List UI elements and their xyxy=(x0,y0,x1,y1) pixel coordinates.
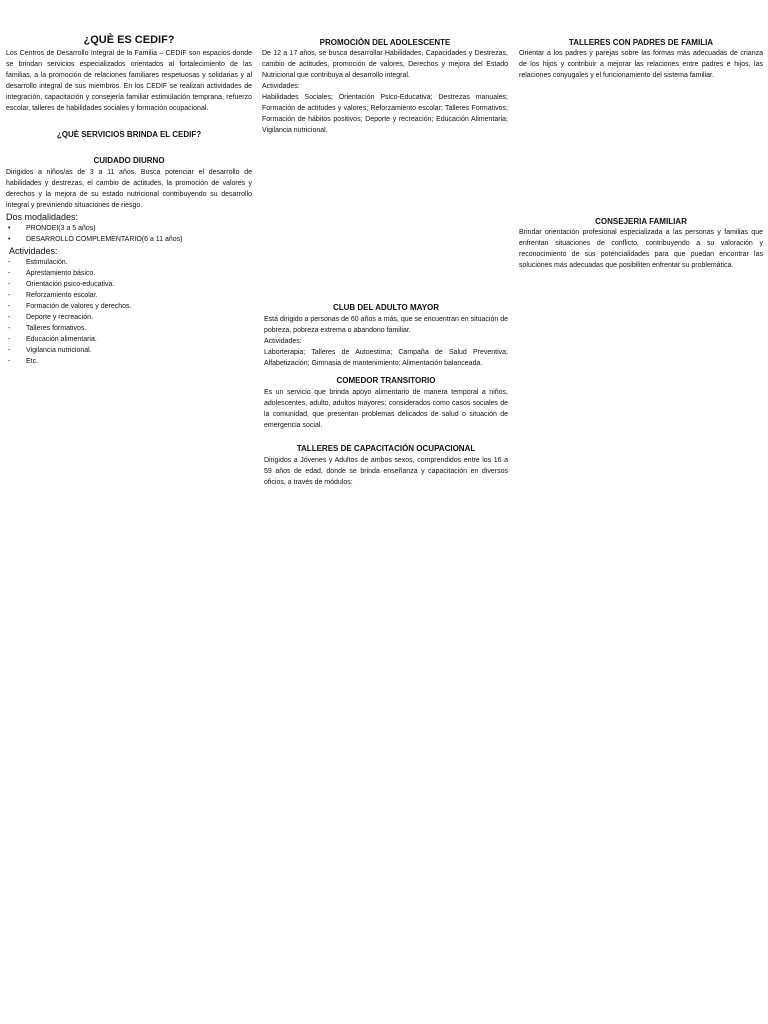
dash-icon: - xyxy=(8,270,11,277)
adulto-actividades-text: Laborterapia; Talleres de Autoestima; Campaña de Salud Preventiva; Alfabetización; Gimnasia de mantenimiento; Alimentación balanceada. xyxy=(264,349,508,367)
cuidado-diurno-text: Dirigidos a niños/as de 3 a 11 años. Busca potenciar el desarrollo de habilidades y destrezas, el cambio de actitudes, la promoción de valores y derechos y la mejora de su estado nutricional contribuyendo su desarrollo integral y previniendo situaciones de riesgo. xyxy=(6,169,252,209)
list-item: - Etc. xyxy=(8,358,39,365)
column-right xyxy=(519,38,763,81)
list-item: - Vigilancia nutricional. xyxy=(8,347,92,354)
list-item: • DESARROLLO COMPLEMENTARIO(6 a 11 años) xyxy=(8,236,183,243)
talleres-capacitacion-heading: TALLERES DE CAPACITACIÓN OCUPACIONAL xyxy=(296,444,476,453)
adolescente-actividades-label: Actividades: xyxy=(262,83,300,90)
dash-icon: - xyxy=(8,347,11,354)
modalidades-label: Dos modalidades: xyxy=(6,212,79,222)
adolescente-actividades-text: Habilidades Sociales; Orientación Psico-Educativa; Destrezas manuales; Formación de actitudes y valores; Reforzamiento escolar; Talleres Formativos; Formación de hábitos positivos; Deporte y recreación; Educación Alimentaria; Vigilancia nutricional. xyxy=(262,94,508,134)
column-left xyxy=(6,34,252,367)
adulto-actividades-label: Actividades: xyxy=(264,338,302,345)
promocion-adolescente-heading: PROMOCIÒN DEL ADOLESCENTE xyxy=(319,38,451,47)
list-item: - Estimulación. xyxy=(8,259,68,266)
dash-icon: - xyxy=(8,259,11,266)
consejeria-familiar-section xyxy=(519,217,763,271)
list-item: - Deporte y recreación. xyxy=(8,314,93,321)
dash-icon: - xyxy=(8,325,11,332)
dash-icon: - xyxy=(8,292,11,299)
list-item: - Formación de valores y derechos. xyxy=(8,303,132,310)
list-item: - Educación alimentaria. xyxy=(8,336,97,343)
talleres-padres-text: Orientar a los padres y parejas sobre las formas más adecuadas de crianza de los hijos y contribuir a mejorar las relaciones entre padres e hijos, las relaciones conyugales y el funcionamiento del sistema familiar. xyxy=(519,50,763,79)
talleres-padres-heading: TALLERES CON PADRES DE FAMILIA xyxy=(568,38,714,47)
list-item: - Aprestamiento básico. xyxy=(8,270,96,277)
consejeria-familiar-text: Brindar orientación profesional especializada a las personas y familias que enfrentan situaciones de conflicto, contribuyendo a su valoración y reconocimiento de sus potencialidades para que puedan encontrar las soluciones más adecuadas que posibiliten enfrentar su problemática. xyxy=(519,229,763,269)
club-adulto-mayor-section xyxy=(264,303,508,488)
club-adulto-mayor-heading: CLUB DEL ADULTO MAYOR xyxy=(332,303,440,312)
talleres-capacitacion-text: Dirigidos a Jóvenes y Adultos de ambos sexos, comprendidos entre los 16 a 59 años de edad, donde se brinda enseñanza y capacitación en diversos oficios, a través de módulos: xyxy=(264,457,508,486)
bullet-icon: • xyxy=(8,225,11,232)
dash-icon: - xyxy=(8,314,11,321)
dash-icon: - xyxy=(8,358,11,365)
list-item: • PRONOEI(3 a 5 años) xyxy=(8,225,96,232)
bullet-icon: • xyxy=(8,236,11,243)
promocion-adolescente-text: De 12 a 17 años, se busca desarrollar Habilidades, Capacidades y Destrezas, cambio de actitudes, promoción de valores, Derechos y mejora del Estado Nutricional que contribuya al desarrollo integral. xyxy=(262,50,508,79)
list-item: - Reforzamiento escolar. xyxy=(8,292,98,299)
consejeria-familiar-heading: CONSEJERIA FAMILIAR xyxy=(595,217,687,226)
comedor-transitorio-heading: COMEDOR TRANSITORIO xyxy=(336,376,436,385)
dash-icon: - xyxy=(8,303,11,310)
cuidado-diurno-heading: CUIDADO DIURNO xyxy=(93,156,165,165)
servicios-heading: ¿QUÈ SERVICIOS BRINDA EL CEDIF? xyxy=(56,130,202,139)
actividades-label: Actividades: xyxy=(9,246,58,256)
modalidades-list xyxy=(6,223,252,245)
column-middle xyxy=(262,38,508,136)
que-es-cedif-text: Los Centros de Desarrollo Integral de la Familia – CEDIF son espacios donde se brindan servicios especializados orientados al fortalecimiento de las familias, a la promoción de relaciones familiares respetuosas y solidarias y al desarrollo integral de sus miembros. En los CEDIF se realizan actividades de integración, capacitación y consejería familiar estimulación temprana, refuerzo escolar, talleres de habilidades sociales y formación ocupacional. xyxy=(6,50,252,112)
list-item: - Orientación psico-educativa. xyxy=(8,281,115,288)
comedor-transitorio-text: Es un servicio que brinda apoyo alimentario de manera temporal a niños, adolescentes, adulto, adultos mayores; considerados como casos sociales de la comunidad, que presentan problemas delicados de salud o situación de emergencia social. xyxy=(264,389,508,429)
que-es-cedif-heading: ¿QUÈ ES CEDIF? xyxy=(83,34,175,46)
dash-icon: - xyxy=(8,281,11,288)
actividades-list xyxy=(6,257,252,367)
list-item: - Talleres formativos. xyxy=(8,325,87,332)
club-adulto-mayor-text: Está dirigido a personas de 60 años a más, que se encuentran en situación de pobreza, pobreza extrema o abandono familiar. xyxy=(264,316,508,334)
dash-icon: - xyxy=(8,336,11,343)
